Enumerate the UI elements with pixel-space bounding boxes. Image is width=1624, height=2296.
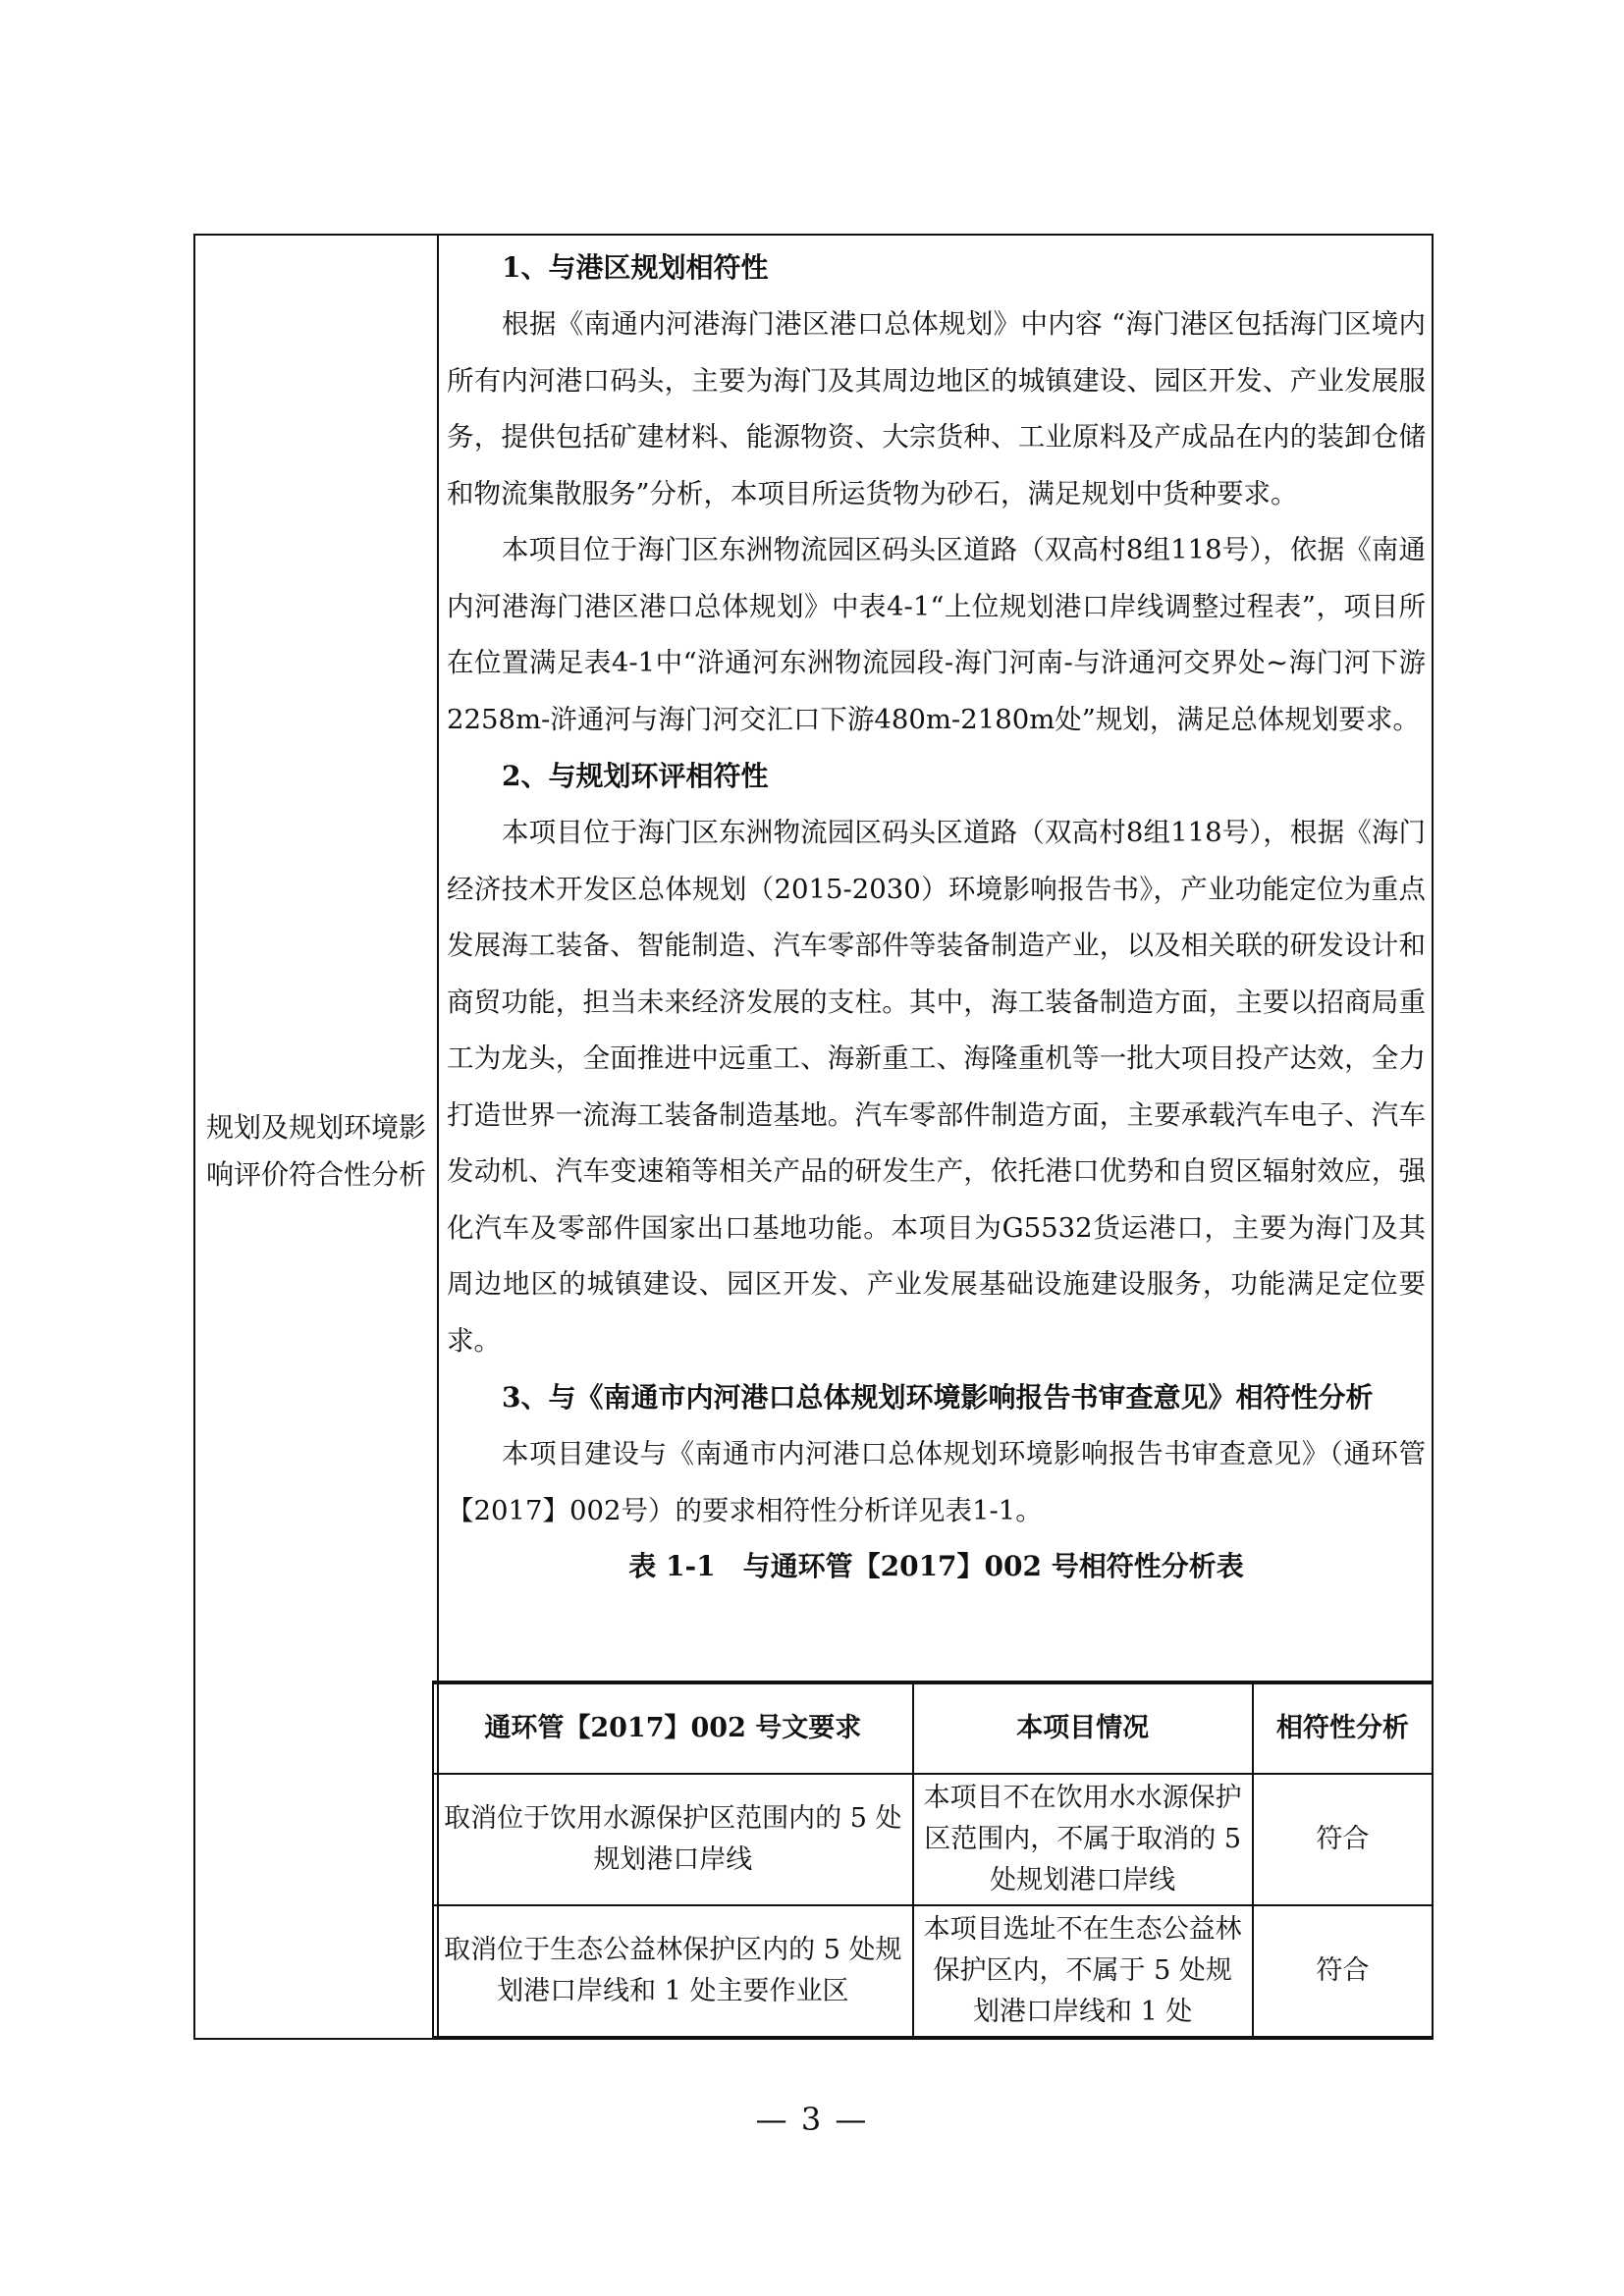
table-cell: 符合 — [1253, 1905, 1433, 2037]
section-heading-3: 3、与《南通市内河港口总体规划环境影响报告书审查意见》相符性分析 — [502, 1381, 1374, 1414]
compliance-table — [432, 1681, 1434, 2038]
table-cell: 取消位于生态公益林保护区内的 5 处规划港口岸线和 1 处主要作业区 — [433, 1905, 913, 2037]
form-frame — [193, 234, 1434, 2040]
column-header: 相符性分析 — [1253, 1682, 1433, 1774]
paragraph: 本项目位于海门区东洲物流园区码头区道路（双高村8组118号），依据《南通内河港海门港区港口总体规划》中表4-1“上位规划港口岸线调整过程表”，项目所在位置满足表4-1中“浒通河东洲物流园段-海门河南-与浒通河交界处~海门河下游2258m-浒通河与海门河交汇口下游480m-2180m处”规划，满足总体规划要求。 — [447, 534, 1426, 735]
table-row — [433, 1774, 1433, 1905]
table-cell: 本项目选址不在生态公益林保护区内，不属于 5 处规划港口岸线和 1 处 — [913, 1905, 1253, 2037]
page-number: — 3 — — [755, 2101, 869, 2138]
section-heading-1: 1、与港区规划相符性 — [502, 251, 769, 284]
paragraph: 根据《南通内河港海门港区港口总体规划》中内容 “海门港区包括海门区境内所有内河港口码头，主要为海门及其周边地区的城镇建设、园区开发、产业发展服务，提供包括矿建材料、能源物资、大宗货种、工业原料及产成品在内的装卸仓储和物流集散服务”分析，本项目所运货物为砂石，满足规划中货种要求。 — [447, 308, 1426, 509]
column-header: 本项目情况 — [913, 1682, 1253, 1774]
content-cell — [439, 236, 1432, 2038]
column-header: 通环管【2017】002 号文要求 — [433, 1682, 913, 1774]
table-cell: 取消位于饮用水源保护区范围内的 5 处规划港口岸线 — [433, 1774, 913, 1905]
table-cell: 符合 — [1253, 1774, 1433, 1905]
table-header-row — [433, 1682, 1433, 1774]
section-heading-2: 2、与规划环评相符性 — [502, 760, 769, 792]
table-row — [433, 1905, 1433, 2037]
table-title: 表 1-1 与通环管【2017】002 号相符性分析表 — [628, 1550, 1244, 1582]
left-column — [195, 236, 439, 2038]
paragraph: 本项目位于海门区东洲物流园区码头区道路（双高村8组118号），根据《海门经济技术开发区总体规划（2015-2030）环境影响报告书》，产业功能定位为重点发展海工装备、智能制造、汽车零部件等装备制造产业，以及相关联的研发设计和商贸功能，担当未来经济发展的支柱。其中，海工装备制造方面，主要以招商局重工为龙头，全面推进中远重工、海新重工、海隆重机等一批大项目投产达效，全力打造世界一流海工装备制造基地。汽车零部件制造方面，主要承载汽车电子、汽车发动机、汽车变速箱等相关产品的研发生产，依托港口优势和自贸区辐射效应，强化汽车及零部件国家出口基地功能。本项目为G5532货运港口，主要为海门及其周边地区的城镇建设、园区开发、产业发展基础设施建设服务，功能满足定位要求。 — [447, 817, 1426, 1357]
paragraph: 本项目建设与《南通市内河港口总体规划环境影响报告书审查意见》（通环管【2017】002号）的要求相符性分析详见表1-1。 — [447, 1438, 1426, 1526]
table-cell: 本项目不在饮用水水源保护区范围内，不属于取消的 5 处规划港口岸线 — [913, 1774, 1253, 1905]
row-label: 规划及规划环境影响评价符合性分析 — [205, 1111, 426, 1191]
